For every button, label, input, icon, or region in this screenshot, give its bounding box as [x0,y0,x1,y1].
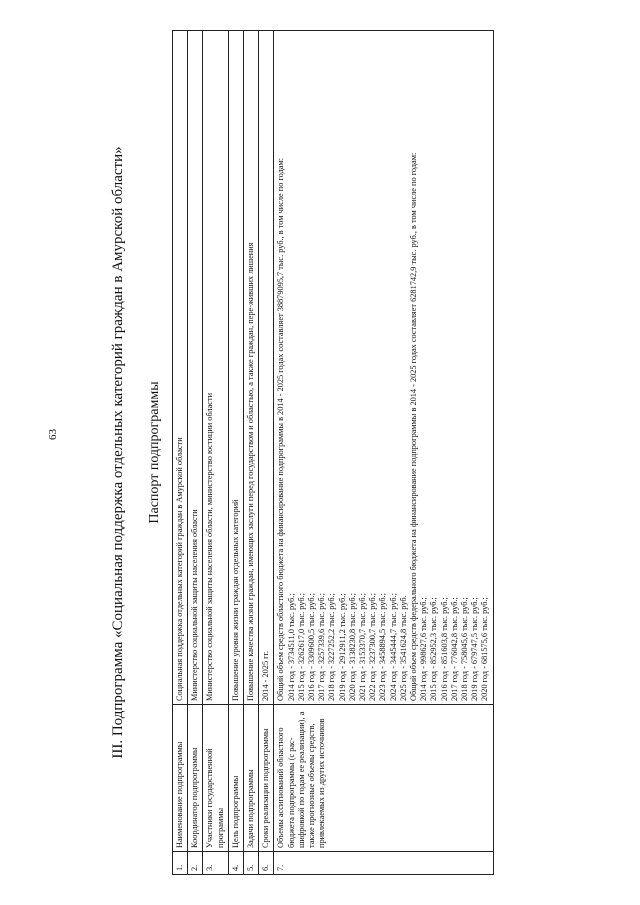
row-value: Министерство социальной защиты населения области, министерство юстиции области [203,31,228,705]
row-value: 2014 - 2025 гг. [259,31,274,705]
federal-year-line: 2017 год - 776042,8 тыс. руб.; [449,597,459,701]
regional-year-line: 2015 год - 3262617,0 тыс. руб.; [296,593,306,701]
table-row [188,31,203,875]
table-row [244,31,259,875]
row-value: Повышение уровня жизни граждан отдельных категорий [228,31,243,705]
federal-year-line: 2015 год - 852952,3 тыс. руб.; [429,597,439,701]
regional-year-line: 2021 год - 3153370,7 тыс. руб.; [358,593,368,701]
regional-year-line: 2023 год - 3458894,5 тыс. руб.; [378,593,388,701]
federal-year-line: 2019 год - 679747,5 тыс. руб.; [470,597,480,701]
federal-funding-intro: Общий объем средств федерального бюджета на финансирование подпрограммы в 2014 - 2025 годах составляет 6281742,9 тыс. руб., в том числе по годам: [409,152,419,701]
federal-year-line: 2020 год - 681575,6 тыс. руб.; [480,597,490,701]
federal-year-line: 2016 год - 851603,8 тыс. руб.; [439,597,449,701]
page-number: 63 [47,429,59,440]
row-number: 5. [244,852,259,875]
table-row [259,31,274,875]
row-label: Цель подпрограммы [228,705,243,852]
row-number: 7. [274,852,493,875]
regional-year-line: 2017 год - 3257339,6 тыс. руб.; [317,593,327,701]
table-row [173,31,188,875]
row-number: 6. [259,852,274,875]
row-label: Наименование подпрограммы [173,705,188,852]
row-number: 1. [173,852,188,875]
row-number: 2. [188,852,203,875]
regional-year-line: 2025 год - 3541624,8 тыс. руб. [398,595,408,701]
federal-year-line: 2018 год - 758045,6 тыс. руб.; [460,597,470,701]
regional-year-line: 2019 год - 2912911,2 тыс. руб.; [337,593,347,701]
table-row [203,31,228,875]
passport-table [172,30,494,875]
table-row [274,31,493,875]
row-label: Задачи подпрограммы [244,705,259,852]
subprogram-title: III. Подпрограмма «Социальная поддержка отдельных категорий граждан в Амурской области» [110,146,126,759]
funding-cell [274,31,493,705]
row-label: Сроки реализации подпрограммы [259,705,274,852]
regional-funding-intro: Общий объем средств областного бюджета на финансирование подпрограммы в 2014 - 2025 годах составляет 38879095,7 тыс. руб., в том числе по годам: [276,157,286,701]
row-label: Объемы ассигнований областного бюджета подпрограммы (с рас-шифровкой по годам ее реализации), а также прогнозные объемы средств, привлекаемых из других источников [274,705,493,852]
regional-year-line: 2018 год - 3227252,2 тыс. руб.; [327,593,337,701]
rotated-page-content [110,25,530,880]
row-value: Министерство социальной защиты населения области [188,31,203,705]
row-number: 3. [203,852,228,875]
row-value: Социальная поддержка отдельных категорий граждан в Амурской области [173,31,188,705]
regional-year-line: 2014 год - 3734511,0 тыс. руб.; [286,593,296,701]
regional-year-line: 2016 год - 3309600,5 тыс. руб.; [307,593,317,701]
row-number: 4. [228,852,243,875]
table-row [228,31,243,875]
regional-year-line: 2020 год - 3138230,8 тыс. руб.; [347,593,357,701]
row-label: Участники государственной программы [203,705,228,852]
federal-year-line: 2014 год - 998627,6 тыс. руб.; [419,597,429,701]
regional-year-line: 2024 год - 3445444,7 тыс. руб.; [388,593,398,701]
passport-subtitle: Паспорт подпрограммы [147,381,162,524]
row-label: Координатор подпрограммы [188,705,203,852]
row-value: Повышение качества жизни граждан, имеющих заслуги перед государством и областью, а также граждан, пере-живших лишения [244,31,259,705]
regional-year-line: 2022 год - 3237300,7 тыс. руб.; [368,593,378,701]
